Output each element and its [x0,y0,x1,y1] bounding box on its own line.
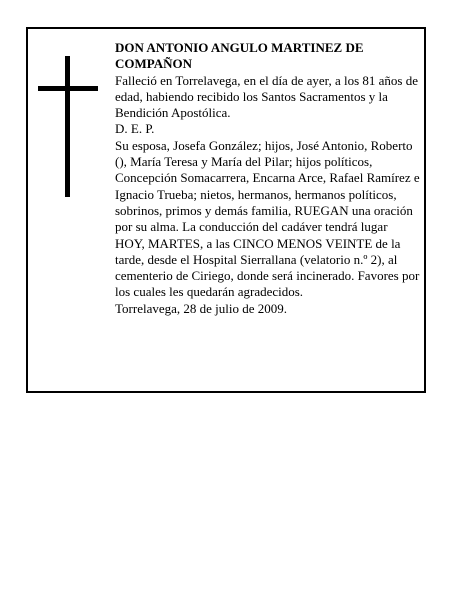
deceased-name: DON ANTONIO ANGULO MARTINEZ DE COMPAÑON [115,40,364,72]
family-and-funeral-details: Su esposa, Josefa González; hijos, José Antonio, Roberto (), María Teresa y María del Pilar; hijos políticos, Concepción Somacarrera, Encarna Arce, Rafael Ramírez e Ignacio Trueba; nietos, hermanos, hermanos políticos, sobrinos, primos y demás familia, RUEGAN una oración por su alma. La conducción del cadáver tendrá lugar HOY, MARTES, a las CINCO MENOS VEINTE de la tarde, desde el Hospital Sierrallana (velatorio n.º 2), al cementerio de Ciriego, donde será incinerado. Favores por los cuales les quedarán agradecidos. [115,137,420,300]
death-announcement: Falleció en Torrelavega, en el día de ayer, a los 81 años de edad, habiendo recibido los Santos Sacramentos y la Bendición Apostólica. [115,72,418,121]
place-and-date: Torrelavega, 28 de julio de 2009. [115,300,288,316]
cross-icon [65,56,70,197]
obituary-notice [26,27,426,393]
notice-body [115,40,420,317]
cross-icon-bar [38,86,98,91]
rest-in-peace: D. E. P. [115,121,155,137]
